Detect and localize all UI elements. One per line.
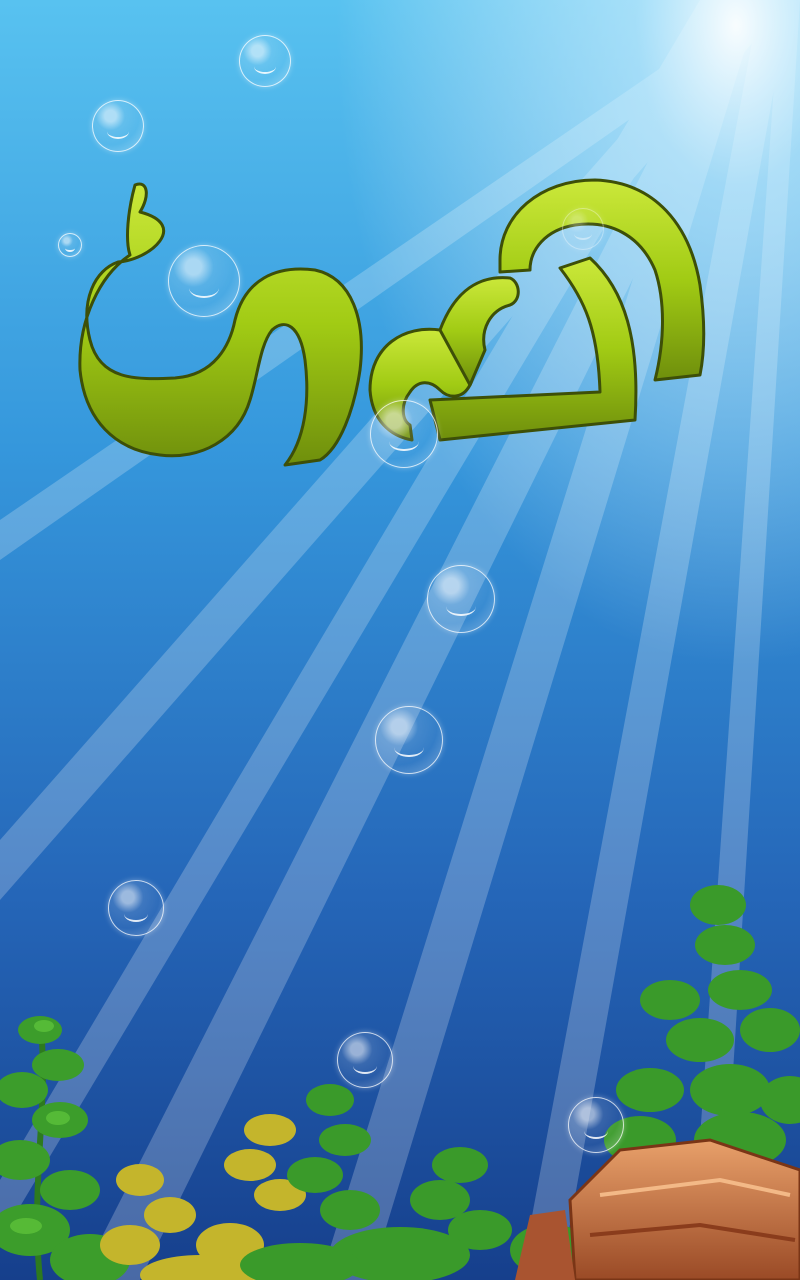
bubble[interactable]	[239, 35, 291, 87]
bubble[interactable]	[108, 880, 164, 936]
bubble[interactable]	[337, 1032, 393, 1088]
bubble[interactable]	[92, 100, 144, 152]
bubble[interactable]	[58, 233, 82, 257]
bubble[interactable]	[370, 400, 438, 468]
bubble[interactable]	[562, 208, 604, 250]
bubble[interactable]	[568, 1097, 624, 1153]
bubble[interactable]	[375, 706, 443, 774]
bubble[interactable]	[427, 565, 495, 633]
bubble[interactable]	[168, 245, 240, 317]
